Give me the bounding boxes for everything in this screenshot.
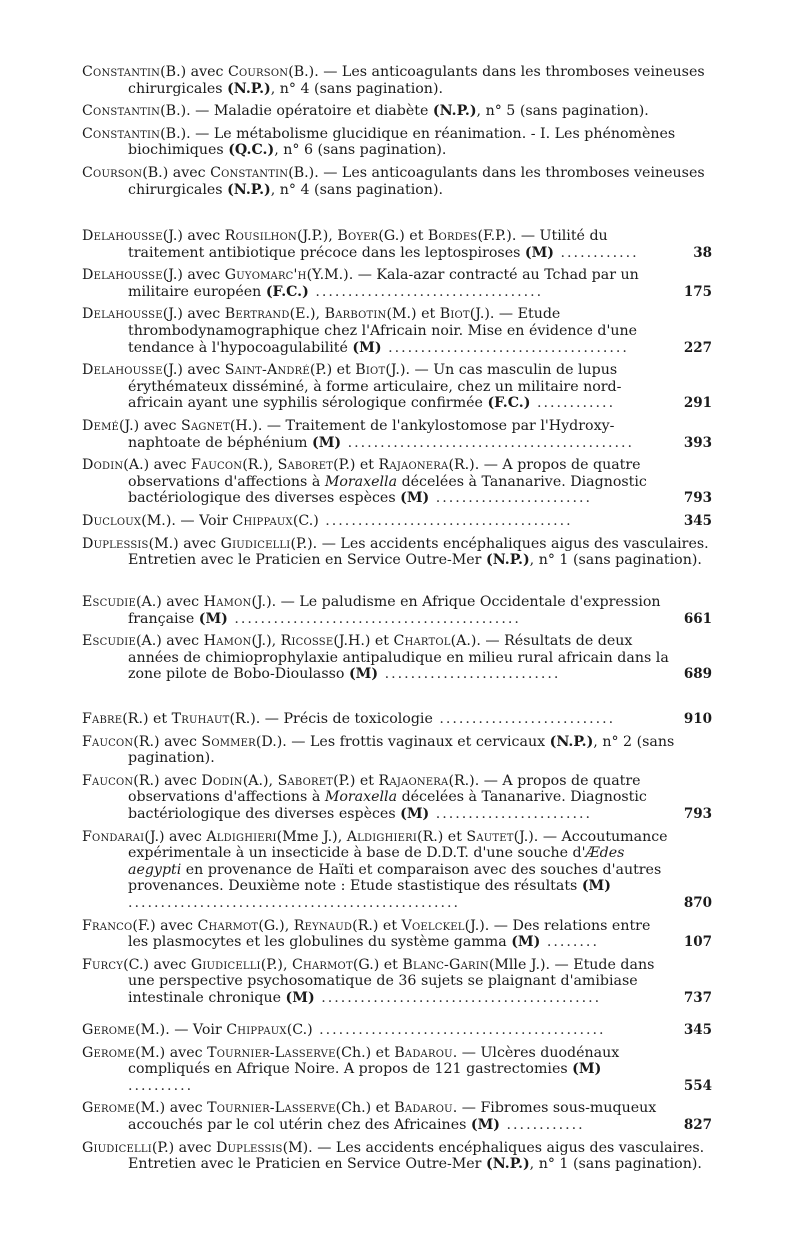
leader-dots: ..........: [128, 1077, 194, 1094]
index-entry: [82, 457, 712, 507]
entry-segment: (F.P.). — Utilité du traitement antibiotique précoce dans les leptospiroses: [128, 228, 608, 261]
page-number: 345: [683, 1022, 712, 1038]
entry-segment: (A.) avec: [135, 594, 204, 610]
author-name: Gerome: [82, 1022, 136, 1038]
entry-segment: (J.P.),: [296, 228, 338, 244]
index-entry: [82, 103, 712, 120]
page-number: 554: [683, 1077, 712, 1094]
index-entry: [82, 633, 712, 683]
entry-text: [82, 1022, 712, 1039]
author-name: Truhaut: [171, 711, 230, 727]
entry-segment: (M): [400, 490, 430, 507]
entry-segment: (P.) et: [333, 772, 379, 789]
entry-segment: Moraxella: [324, 789, 398, 806]
author-name: Sagnet: [181, 417, 230, 434]
entry-segment: décelées à Tananarive. Diagnostic bactériologique des diverses espèces: [128, 789, 647, 822]
leader-dots: ............................................: [341, 434, 635, 451]
index-group: [82, 64, 712, 204]
entry-segment: (Mme J.),: [276, 828, 347, 845]
entry-text: [82, 918, 712, 951]
leader-dots: ......................................: [318, 512, 573, 529]
entry-segment: , n° 2 (sans pagination).: [128, 733, 675, 767]
entry-text: [82, 633, 712, 683]
entry-segment: décelées à Tananarive. Diagnostic bactériologique des diverses espèces: [128, 473, 647, 507]
entry-segment: (J.H.) et: [333, 633, 394, 650]
entry-text: [82, 103, 712, 120]
entry-segment: (R.) avec: [133, 733, 202, 750]
author-name: Constantin: [82, 125, 161, 142]
entry-segment: , n° 4 (sans pagination).: [270, 181, 443, 198]
index-entry: [82, 64, 712, 97]
entry-text: [82, 513, 712, 530]
entry-segment: (J.) avec: [119, 417, 182, 434]
author-name: Voelckel: [401, 917, 465, 934]
author-name: Furcy: [82, 956, 124, 973]
leader-dots: .....................................: [381, 339, 629, 356]
entry-segment: (M.). — Voir: [141, 512, 233, 529]
entry-segment: (N.P.): [485, 1156, 530, 1173]
entry-segment: (B.) avec: [160, 64, 228, 80]
entry-segment: (Ch.) et: [335, 1044, 395, 1061]
entry-segment: (M): [348, 666, 379, 683]
entry-segment: (M): [285, 989, 315, 1006]
entry-segment: (J.) avec: [162, 267, 225, 284]
author-name: Ricosse: [280, 633, 334, 650]
author-name: Sautet: [466, 828, 514, 845]
author-name: Escudie: [82, 594, 136, 610]
entry-segment: (J.). — Le paludisme en Afrique Occidentale d'expression française: [128, 594, 661, 627]
entry-segment: (M): [352, 339, 382, 356]
entry-segment: (M.). — Voir: [135, 1022, 227, 1038]
author-name: Courson: [227, 64, 289, 80]
author-name: Boyer: [337, 228, 379, 244]
author-name: Biot: [439, 306, 470, 323]
entry-segment: , n° 6 (sans pagination).: [274, 142, 447, 159]
entry-segment: (M): [198, 610, 228, 627]
author-name: Dodin: [201, 772, 243, 789]
entry-segment: (B.). — Les anticoagulants dans les thromboses veineuses chirurgicales: [128, 164, 705, 198]
leader-dots: ...................................................: [128, 894, 460, 911]
entry-segment: (R.) et: [352, 917, 402, 934]
author-name: Delahousse: [82, 362, 163, 379]
author-name: Constantin: [82, 103, 161, 120]
entry-text: [82, 773, 712, 823]
entry-segment: (F.C.): [487, 395, 531, 412]
entry-text: [82, 306, 712, 356]
entry-segment: (J.) avec: [162, 362, 225, 379]
page-number: 175: [683, 283, 712, 300]
entry-segment: (A.). — Résultats de deux années de chimioprophylaxie antipaludique en milieu rural africain dans la zone pilote de Bobo-Dioulasso: [128, 633, 669, 683]
page-number: 38: [693, 244, 712, 261]
entry-segment: (N.P.): [549, 733, 594, 750]
index-entry: [82, 513, 712, 530]
author-name: Gerome: [82, 1100, 136, 1117]
entry-text: [82, 536, 712, 569]
page-number: 107: [683, 934, 712, 951]
index-group: [82, 594, 712, 689]
author-name: Faucon: [190, 457, 243, 474]
leader-dots: ...................................: [308, 283, 544, 300]
entry-segment: (R.),: [242, 457, 278, 474]
index-group: [82, 228, 712, 575]
author-name: Duplessis: [215, 1139, 283, 1156]
entry-segment: (J.). — Etude thrombodynamographique chez l'Africain noir. Mise en évidence d'une tendance à l'hypocoagulabilité: [128, 306, 638, 356]
author-name: Saboret: [277, 772, 334, 789]
index-entry: [82, 165, 712, 198]
index-entry: [82, 306, 712, 356]
entry-segment: (A.) avec: [135, 633, 204, 650]
entry-segment: (J.) avec: [162, 228, 225, 244]
page-number: 793: [683, 490, 712, 507]
author-name: Delahousse: [82, 267, 163, 284]
index-entry: [82, 1045, 712, 1095]
entry-segment: (A.) avec: [123, 457, 191, 474]
entry-segment: (P.). — Les accidents encéphaliques aigus des vasculaires. Entretien avec le Praticien en Service Outre-Mer: [128, 535, 709, 569]
entry-segment: (J.). — Un cas masculin de lupus érythémateux disséminé, à forme articulaire, chez un militaire nord-africain ayant une syphilis sérologique confirmée: [128, 362, 622, 412]
author-name: Demé: [82, 417, 120, 434]
author-name: Giudicelli: [190, 956, 261, 973]
entry-text: [82, 64, 712, 97]
leader-dots: ...........................: [378, 666, 561, 683]
author-name: Charmot: [291, 956, 353, 973]
author-name: Chippaux: [232, 512, 293, 529]
entry-segment: (B.). — Le métabolisme glucidique en réanimation. - I. Les phénomènes biochimiques: [128, 125, 676, 159]
author-name: Saint-André: [224, 362, 310, 379]
leader-dots: ............................................: [227, 610, 521, 627]
author-name: Delahousse: [82, 306, 163, 323]
leader-dots: ............: [530, 395, 616, 412]
entry-segment: (M.) avec: [135, 1100, 208, 1117]
entry-segment: (G.) et: [352, 956, 403, 973]
author-name: Delahousse: [82, 228, 163, 244]
entry-segment: (B.). — Les anticoagulants dans les thromboses veineuses chirurgicales: [128, 64, 705, 97]
entry-segment: (B.) avec: [142, 164, 211, 181]
entry-text: [82, 126, 712, 159]
author-name: Gerome: [82, 1044, 136, 1061]
author-name: Constantin: [210, 164, 289, 181]
entry-text: [82, 418, 712, 451]
entry-text: [82, 711, 712, 728]
entry-segment: (Ch.) et: [335, 1100, 395, 1117]
page-number: 870: [683, 894, 712, 911]
index-entry: [82, 957, 712, 1007]
entry-segment: (Q.C.): [228, 142, 275, 159]
page-number: 291: [683, 395, 712, 412]
entry-segment: (R.). — Précis de toxicologie: [229, 711, 433, 727]
entry-segment: (C.): [292, 512, 319, 529]
author-name: Aldighieri: [346, 828, 418, 845]
entry-segment: (N.P.): [432, 103, 477, 120]
leader-dots: ........................: [429, 490, 592, 507]
author-name: Franco: [82, 917, 133, 934]
index-entry: [82, 594, 712, 627]
author-name: Duplessis: [82, 535, 149, 552]
page-number: 827: [683, 1116, 712, 1133]
entry-segment: (R.) et: [417, 828, 467, 845]
author-name: Tournier-Lasserve: [207, 1100, 336, 1117]
entry-segment: (P.),: [260, 956, 292, 973]
entry-segment: (J.). — Accoutumance expérimentale à un insecticide à base de D.D.T. d'une souche d': [128, 828, 668, 862]
author-name: Chippaux: [226, 1022, 287, 1038]
leader-dots: ...........................................: [314, 989, 602, 1006]
index-entry: [82, 1140, 712, 1173]
entry-segment: (M): [470, 1116, 501, 1133]
entry-text: [82, 1045, 712, 1095]
entry-segment: (F.) avec: [132, 917, 198, 934]
page-number: 737: [683, 989, 712, 1006]
entry-segment: (R.). — A propos de quatre observations d'affections à: [128, 457, 641, 490]
author-name: Dodin: [82, 457, 124, 474]
entry-segment: (J.),: [251, 633, 281, 650]
leader-dots: ............: [500, 1116, 585, 1133]
entry-segment: , n° 5 (sans pagination).: [476, 103, 649, 120]
index-entry: [82, 711, 712, 728]
author-name: Sommer: [201, 733, 256, 750]
index-entry: [82, 918, 712, 951]
page-number: 793: [683, 805, 712, 822]
author-name: Bordes: [427, 228, 478, 244]
entry-text: [82, 594, 712, 627]
entry-segment: . — Fibromes sous-muqueux accouchés par le col utérin chez des Africaines: [128, 1100, 657, 1133]
entry-segment: (M.) avec: [148, 535, 221, 552]
leader-dots: ...........................: [432, 711, 616, 727]
entry-segment: (E.),: [289, 306, 325, 323]
author-name: Badarou: [394, 1100, 453, 1117]
index-entry: [82, 829, 712, 912]
entry-segment: (M.) avec: [135, 1044, 208, 1061]
index-entry: [82, 734, 712, 767]
author-name: Giudicelli: [82, 1139, 152, 1156]
author-name: Fondarai: [82, 828, 145, 845]
entry-segment: (N.P.): [227, 181, 271, 198]
entry-segment: (Y.M.). — Kala-azar contracté au Tchad par un militaire européen: [128, 267, 639, 300]
index-entry: [82, 1100, 712, 1133]
author-name: Constantin: [82, 64, 161, 80]
entry-segment: (N.P.): [485, 552, 530, 569]
entry-segment: (N.P.): [227, 80, 271, 97]
page-number: 661: [683, 610, 712, 627]
leader-dots: ........................: [429, 805, 592, 822]
index-entry: [82, 536, 712, 569]
entry-segment: (B.). — Maladie opératoire et diabète: [160, 103, 433, 120]
author-name: Bertrand: [224, 306, 290, 323]
leader-dots: ............: [554, 244, 639, 261]
page-number: 910: [683, 711, 712, 727]
index-entry: [82, 267, 712, 300]
entry-segment: . — Ulcères duodénaux compliqués en Afrique Noire. A propos de 121 gastrectomies: [128, 1044, 620, 1078]
entry-segment: (M): [511, 934, 541, 951]
index-entry: [82, 1022, 712, 1039]
entry-segment: (M): [311, 434, 342, 451]
author-name: Tournier-Lasserve: [207, 1044, 336, 1061]
index-group: [82, 711, 712, 1013]
entry-segment: (M): [581, 878, 611, 895]
entry-text: [82, 829, 712, 912]
author-name: Courson: [82, 164, 143, 181]
author-name: Faucon: [82, 733, 134, 750]
entry-segment: (J.) avec: [144, 828, 207, 845]
index-entry: [82, 362, 712, 412]
entry-segment: (P.) avec: [151, 1139, 216, 1156]
page-number: 393: [683, 434, 712, 451]
author-name: Charmot: [197, 917, 259, 934]
author-name: Blanc-Garin: [402, 956, 489, 973]
author-name: Ducloux: [82, 512, 142, 529]
author-name: Fabre: [82, 711, 123, 727]
entry-text: [82, 362, 712, 412]
entry-segment: (F.C.): [265, 283, 309, 300]
page-number: 689: [683, 666, 712, 683]
author-name: Faucon: [82, 772, 134, 789]
index-entry: [82, 773, 712, 823]
entry-segment: (G.),: [258, 917, 294, 934]
entry-segment: (M). — Les accidents encéphaliques aigus des vasculaires. Entretien avec le Praticien en Service Outre-Mer: [128, 1139, 705, 1173]
index-group: [82, 1022, 712, 1179]
entry-segment: , n° 4 (sans pagination).: [270, 80, 443, 97]
entry-segment: (A.),: [242, 772, 278, 789]
entry-segment: (M): [572, 1061, 602, 1078]
author-name: Giudicelli: [220, 535, 291, 552]
entry-segment: (C.) avec: [123, 956, 191, 973]
entry-segment: en provenance de Haïti et comparaison avec des souches d'autres provenances. Deuxième note : Etude stastistique des résultats: [128, 861, 662, 895]
author-name: Barbotin: [324, 306, 387, 323]
author-name: Chartol: [393, 633, 451, 650]
entry-segment: , n° 1 (sans pagination).: [529, 1156, 702, 1173]
entry-text: [82, 457, 712, 507]
author-name: Saboret: [277, 457, 334, 474]
author-name: Rajaonera: [378, 457, 449, 474]
entry-segment: (G.) et: [378, 228, 428, 244]
author-name: Hamon: [203, 633, 252, 650]
entry-segment: (C.): [286, 1022, 313, 1038]
entry-segment: Moraxella: [324, 473, 398, 490]
entry-text: [82, 267, 712, 300]
entry-segment: Ædes aegypti: [128, 845, 625, 878]
page-number: 227: [683, 339, 712, 356]
leader-dots: ........: [540, 934, 599, 951]
index-entry: [82, 126, 712, 159]
index-entry: [82, 228, 712, 261]
author-name: Escudie: [82, 633, 136, 650]
entry-text: [82, 228, 712, 261]
author-name: Biot: [355, 362, 386, 379]
entry-segment: (D.). — Les frottis vaginaux et cervicaux: [255, 733, 550, 750]
entry-segment: (M): [524, 244, 555, 261]
author-name: Aldighieri: [206, 828, 277, 845]
entry-segment: (M): [400, 805, 430, 822]
entry-segment: (P.) et: [309, 362, 356, 379]
entry-segment: (J.) avec: [162, 306, 225, 323]
entry-text: [82, 734, 712, 767]
entry-segment: , n° 1 (sans pagination).: [529, 552, 702, 569]
entry-segment: (J.). — Des relations entre les plasmocytes et les globulines du système gamma: [128, 917, 651, 951]
author-name: Rousilhon: [224, 228, 297, 244]
entry-text: [82, 165, 712, 198]
author-name: Guyomarc'h: [224, 267, 307, 284]
entry-segment: (R.). — A propos de quatre observations d'affections à: [128, 772, 641, 806]
entry-text: [82, 1100, 712, 1133]
entry-segment: (Mlle J.). — Etude dans une perspective psychosomatique de 36 sujets se plaignant d'amibiase intestinale chronique: [128, 956, 655, 1006]
index-entry: [82, 418, 712, 451]
entry-text: [82, 1140, 712, 1173]
author-name: Reynaud: [293, 917, 353, 934]
entry-segment: (H.). — Traitement de l'ankylostomose par l'Hydroxy-naphtoate de béphénium: [128, 417, 615, 451]
author-name: Rajaonera: [378, 772, 449, 789]
entry-segment: (M.) et: [386, 306, 440, 323]
leader-dots: ............................................: [312, 1022, 606, 1038]
author-name: Badarou: [394, 1044, 453, 1061]
entry-segment: (P.) et: [333, 457, 379, 474]
entry-text: [82, 957, 712, 1007]
entry-segment: (R.) et: [122, 711, 172, 727]
page-number: 345: [683, 512, 712, 529]
entry-segment: (R.) avec: [133, 772, 202, 789]
author-name: Hamon: [203, 594, 252, 610]
